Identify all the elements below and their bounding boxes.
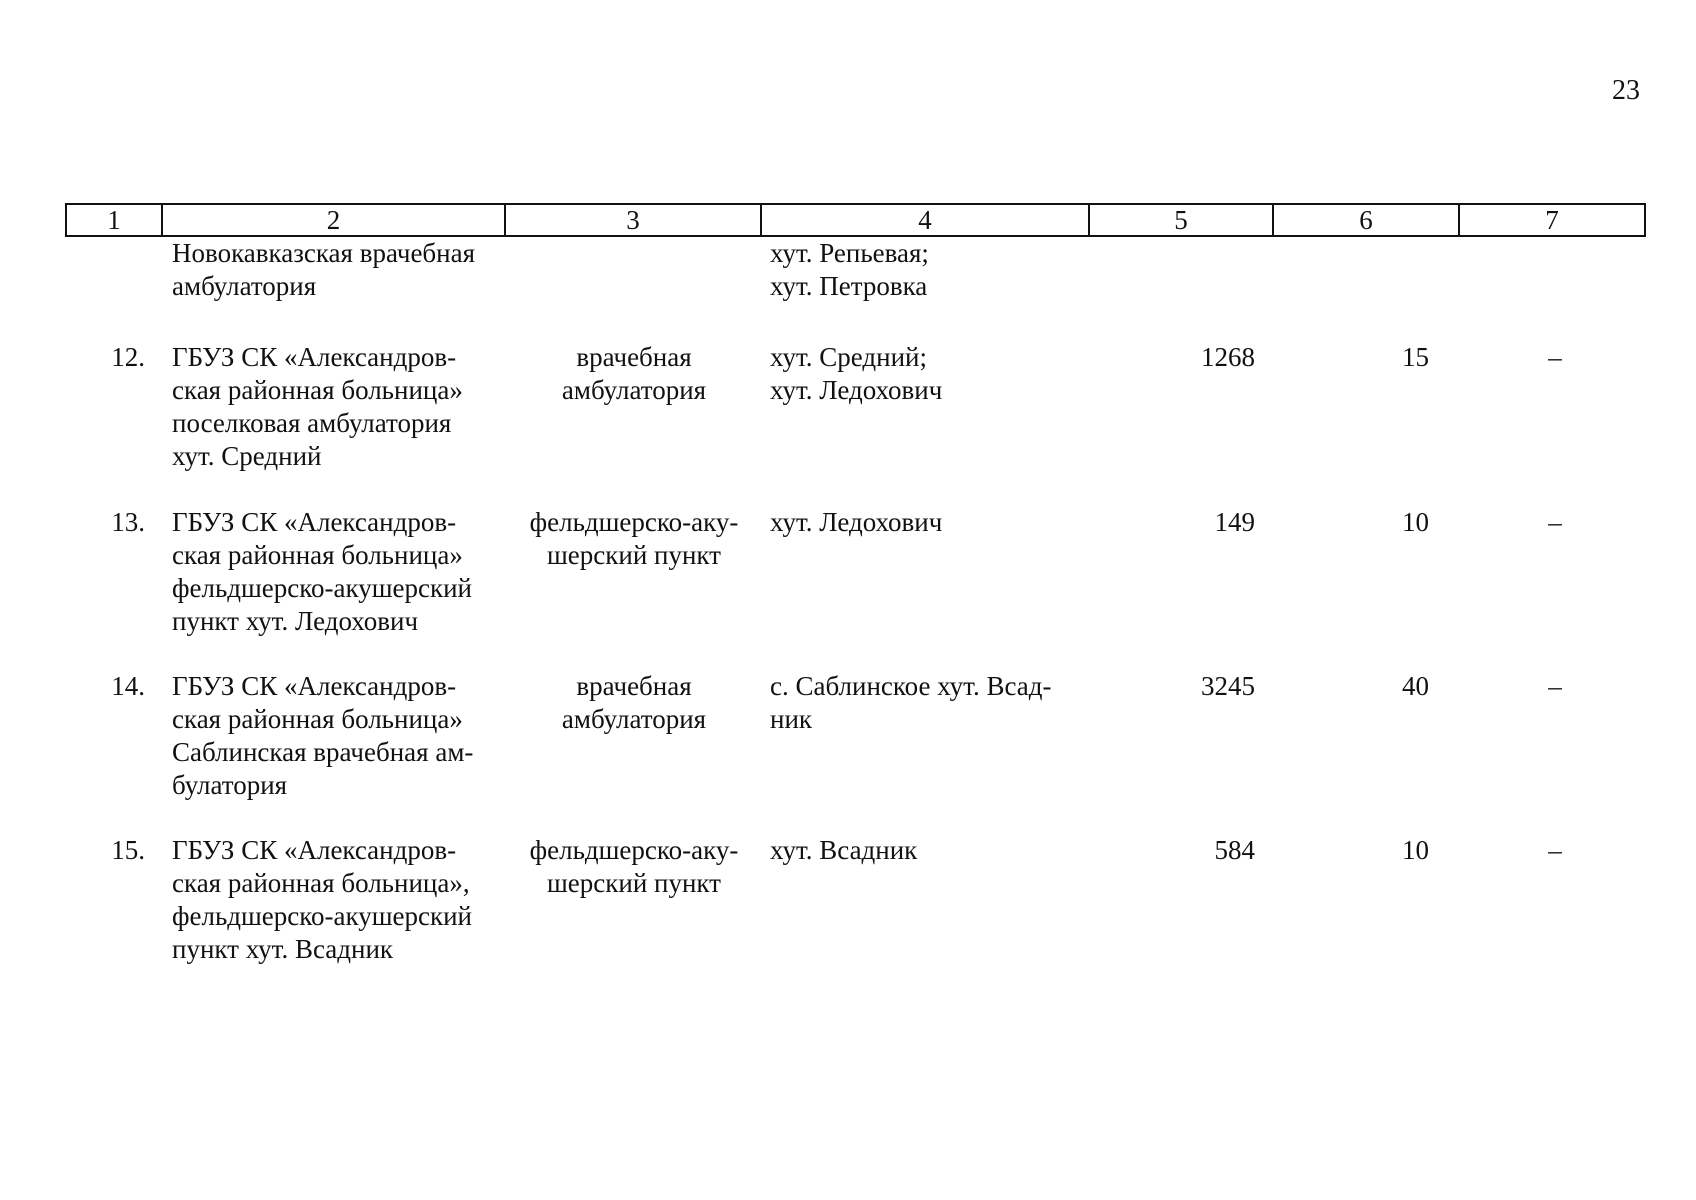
column-5-value: 1268 — [1201, 342, 1255, 372]
facility-name-line: пункт хут. Ледохович — [172, 606, 419, 636]
settlement-line: хут. Всадник — [770, 835, 918, 865]
served-settlements — [770, 670, 1090, 736]
facility-name-line: хут. Средний — [172, 441, 322, 471]
settlement-line: хут. Петровка — [770, 271, 928, 301]
facility-type-line: амбулатория — [561, 375, 707, 405]
column-7-value: – — [1548, 671, 1562, 701]
column-7-value: – — [1548, 342, 1562, 372]
column-number-header — [65, 203, 1646, 237]
settlement-line: хут. Ледохович — [770, 507, 943, 537]
column-6-value: 15 — [1402, 342, 1429, 372]
facility-type-line: фельдшерско-аку- — [529, 835, 739, 865]
row-number: 12. — [111, 342, 145, 372]
facility-name — [172, 341, 502, 473]
served-settlements — [770, 506, 1090, 539]
settlement-line: ник — [770, 704, 813, 734]
facility-type-line: фельдшерско-аку- — [529, 507, 739, 537]
column-5-value: 149 — [1214, 507, 1255, 537]
facility-type — [514, 341, 754, 407]
row-number: 15. — [111, 835, 145, 865]
facility-name — [172, 506, 502, 638]
facility-name — [172, 670, 502, 802]
facility-type-line: амбулатория — [561, 704, 707, 734]
page-number: 23 — [1612, 75, 1640, 106]
column-6-value: 10 — [1402, 835, 1429, 865]
facility-name — [172, 237, 502, 303]
facility-type — [514, 670, 754, 736]
column-5-value: 3245 — [1201, 671, 1255, 701]
column-6-value: 10 — [1402, 507, 1429, 537]
facility-type-line: врачебная — [576, 342, 692, 372]
facility-name-line: ская районная больница» — [172, 704, 463, 734]
served-settlements — [770, 237, 1090, 303]
facility-name-line: ГБУЗ СК «Александров- — [172, 671, 457, 701]
facility-type-line: шерский пункт — [547, 540, 721, 570]
column-number-7: 7 — [1459, 204, 1645, 236]
column-5-value: 584 — [1214, 835, 1255, 865]
facility-name-line: амбулатория — [172, 271, 317, 301]
facilities-table — [65, 203, 1645, 964]
facility-type-line: врачебная — [576, 671, 692, 701]
settlement-line: с. Саблинское хут. Всад- — [770, 671, 1052, 701]
row-number: 13. — [111, 507, 145, 537]
served-settlements — [770, 834, 1090, 867]
facility-name-line: булатория — [172, 770, 288, 800]
column-6-value: 40 — [1402, 671, 1429, 701]
column-7-value: – — [1548, 835, 1562, 865]
row-number: 14. — [111, 671, 145, 701]
column-number-2: 2 — [162, 204, 505, 236]
facility-name-line: ГБУЗ СК «Александров- — [172, 835, 457, 865]
settlement-line: хут. Репьевая; — [770, 238, 929, 268]
facility-name-line: ская районная больница» — [172, 375, 463, 405]
served-settlements — [770, 341, 1090, 407]
column-number-6: 6 — [1273, 204, 1459, 236]
facility-name-line: фельдшерско-акушерский — [172, 901, 472, 931]
facility-name-line: поселковая амбулатория — [172, 408, 452, 438]
facility-name-line: Саблинская врачебная ам- — [172, 737, 474, 767]
column-number-4: 4 — [761, 204, 1089, 236]
facility-name-line: ская районная больница», — [172, 868, 470, 898]
column-number-3: 3 — [505, 204, 761, 236]
facility-name-line: Новокавказская врачебная — [172, 238, 476, 268]
facility-type — [514, 834, 754, 900]
facility-name-line: фельдшерско-акушерский — [172, 573, 472, 603]
facility-type — [514, 506, 754, 572]
column-number-1: 1 — [66, 204, 162, 236]
column-7-value: – — [1548, 507, 1562, 537]
facility-name-line: ГБУЗ СК «Александров- — [172, 507, 457, 537]
facility-name-line: пункт хут. Всадник — [172, 934, 394, 964]
facility-name — [172, 834, 502, 966]
facility-type-line: шерский пункт — [547, 868, 721, 898]
facility-name-line: ская районная больница» — [172, 540, 463, 570]
settlement-line: хут. Средний; — [770, 342, 927, 372]
facility-name-line: ГБУЗ СК «Александров- — [172, 342, 457, 372]
column-number-5: 5 — [1089, 204, 1273, 236]
settlement-line: хут. Ледохович — [770, 375, 943, 405]
